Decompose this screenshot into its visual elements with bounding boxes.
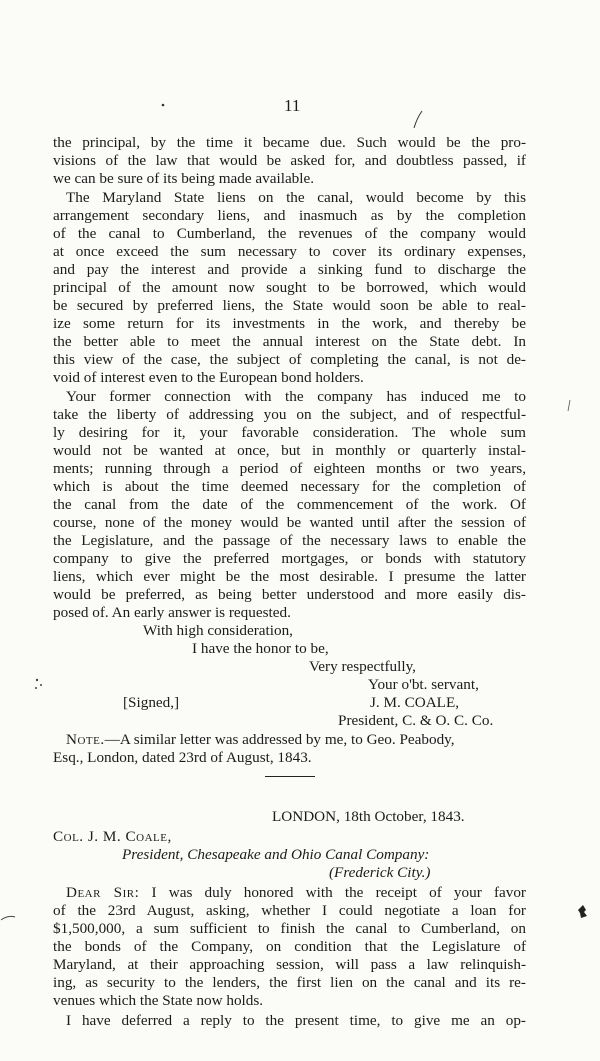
edge-mark-icon [0, 914, 16, 922]
body-line: ing, as security to the lenders, the first lien on the canal and its re- [53, 974, 526, 991]
addressee: Col. J. M. Coale, [53, 828, 172, 845]
speck-icon [160, 102, 166, 108]
paragraph-line: the principal, by the time it became due. Such would be the pro- [53, 134, 526, 151]
margin-mark-icon [566, 399, 572, 413]
note [66, 731, 455, 749]
paragraph-line: this view of the case, the subject of completing the canal, is not de- [53, 351, 526, 368]
paragraph-line: the canal from the date of the commencement of the work. Of [53, 496, 526, 513]
paragraph-line: ize some return for its investments in the work, and thereby be [53, 315, 526, 332]
paragraph-line: would be preferred, as being better understood and more easily dis- [53, 586, 526, 603]
salutation-line [66, 884, 526, 902]
paragraph-line: take the liberty of addressing you on the subject, and of respectful- [53, 406, 526, 423]
body-line: Maryland, at their approaching session, will pass a law relinquish- [53, 956, 526, 973]
paragraph-line: ments; running through a period of eighteen months or two years, [53, 460, 526, 477]
paragraph-line: the better able to meet the annual interest on the State debt. In [53, 333, 526, 350]
note-line: Esq., London, dated 23rd of August, 1843. [53, 749, 312, 766]
signer-title: President, C. & O. C. Co. [338, 712, 494, 729]
ink-blot-icon [577, 904, 589, 920]
body-line: $1,500,000, a sum sufficient to finish the canal to Cumberland, on [53, 920, 526, 937]
paragraph-line: at once exceed the sum necessary to cover its ordinary expenses, [53, 243, 526, 260]
body-text: I was duly honored with the receipt of your favor [139, 884, 526, 901]
body-line: I have deferred a reply to the present time, to give me an op- [66, 1012, 526, 1029]
paragraph-line: Your former connection with the company has induced me to [66, 388, 526, 405]
closing-line: Your o'bt. servant, [368, 676, 479, 693]
signed-label: [Signed,] [123, 694, 180, 711]
paragraph-line: be secured by preferred liens, the State would soon be able to real- [53, 297, 526, 314]
addressee-title: President, Chesapeake and Ohio Canal Company: [122, 846, 430, 863]
paragraph-line: of the canal to Cumberland, the revenues of the company would [53, 225, 526, 242]
paragraph-line: principal of the amount now sought to be borrowed, which would [53, 279, 526, 296]
section-divider [265, 776, 315, 777]
signer-name: J. M. COALE, [370, 694, 460, 711]
paragraph-line: arrangement secondary liens, and inasmuch as by the completion [53, 207, 526, 224]
paragraph-line: liens, which ever might be the most desirable. I presume the latter [53, 568, 526, 585]
ink-speck-icon [32, 676, 48, 692]
closing-line: With high consideration, [143, 622, 293, 639]
paragraph-line: visions of the law that would be asked for, and doubtless passed, if [53, 152, 526, 169]
paragraph-line: The Maryland State liens on the canal, would become by this [66, 189, 526, 206]
paragraph-line: ly desiring for it, your favorable consideration. The whole sum [53, 424, 526, 441]
paragraph-line: and pay the interest and provide a sinking fund to discharge the [53, 261, 526, 278]
paragraph-line: void of interest even to the European bond holders. [53, 369, 364, 386]
paragraph-line: posed of. An early answer is requested. [53, 604, 291, 621]
paragraph-line: which is about the time deemed necessary for the completion of [53, 478, 526, 495]
paragraph-line: company to give the preferred mortgages, or bonds with statutory [53, 550, 526, 567]
pencil-mark-icon [412, 110, 424, 130]
closing-line: I have the honor to be, [192, 640, 329, 657]
paragraph-line: would not be wanted at once, but in monthly or quarterly instal- [53, 442, 526, 459]
body-line: of the 23rd August, asking, whether I could negotiate a loan for [53, 902, 526, 919]
paragraph-line: we can be sure of its being made available. [53, 170, 315, 187]
paragraph-line: course, none of the money would be wanted until after the session of [53, 514, 526, 531]
addressee-city: (Frederick City.) [329, 864, 431, 881]
note-label: Note. [66, 731, 105, 748]
page-number: 11 [284, 96, 301, 115]
dateline: LONDON, 18th October, 1843. [272, 808, 465, 825]
body-line: the bonds of the Company, on condition that the Legislature of [53, 938, 526, 955]
paragraph-line: the Legislature, and the passage of the necessary laws to enable the [53, 532, 526, 549]
salutation: Dear Sir: [66, 884, 140, 901]
closing-line: Very respectfully, [309, 658, 416, 675]
note-text: —A similar letter was addressed by me, to Geo. Peabody, [104, 731, 455, 748]
body-line: venues which the State now holds. [53, 992, 264, 1009]
